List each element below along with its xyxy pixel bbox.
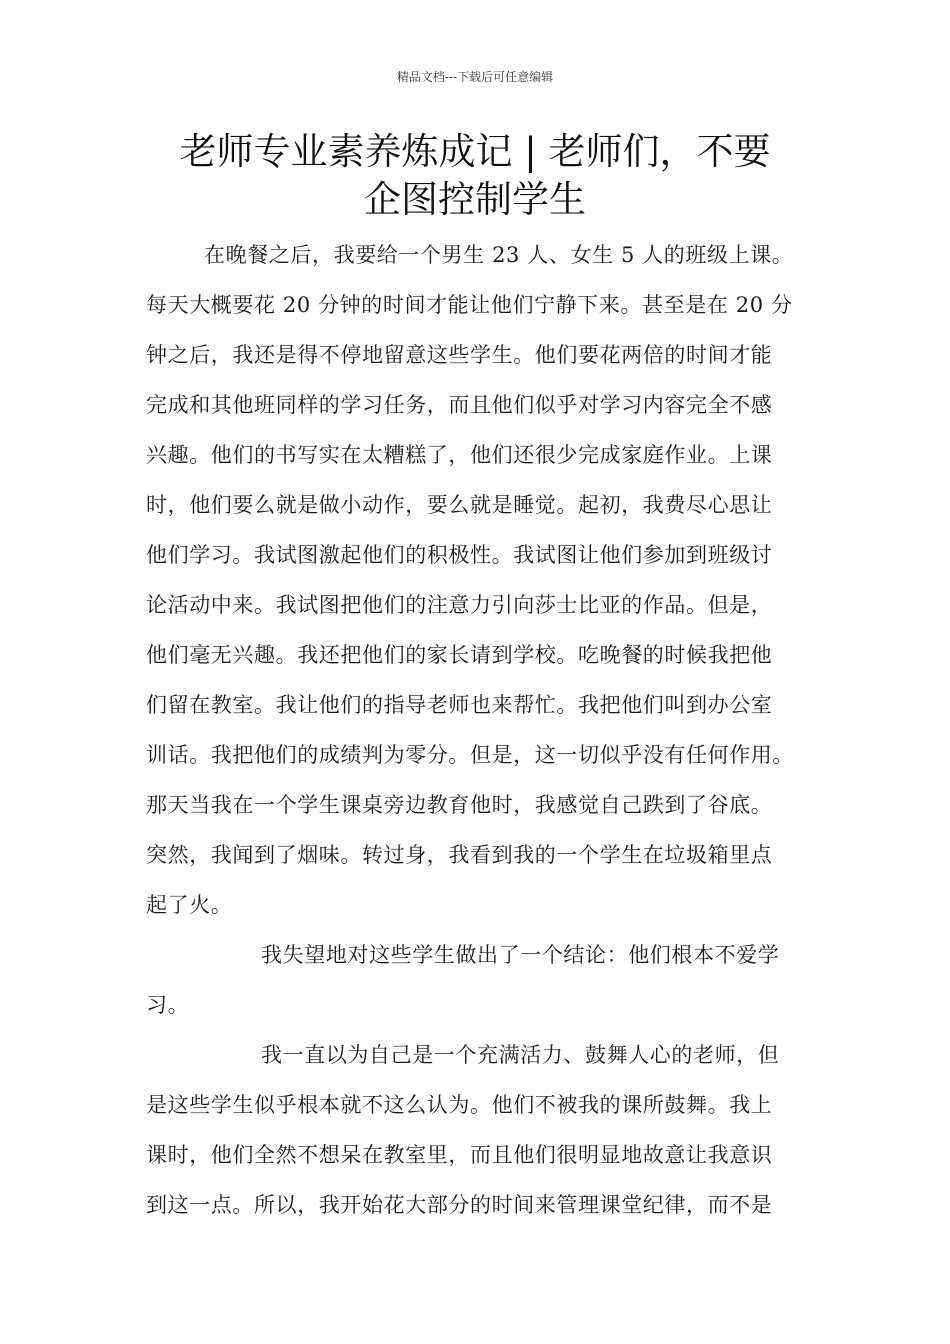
text-line: 突然，我闻到了烟味。转过身，我看到我的一个学生在垃圾箱里点 (146, 843, 773, 867)
text-line: 论活动中来。我试图把他们的注意力引向莎士比亚的作品。但是， (146, 593, 773, 617)
article-title (120, 128, 830, 224)
text-line: 训话。我把他们的成绩判为零分。但是，这一切似乎没有任何作用。 (146, 743, 794, 767)
article-body (146, 230, 836, 1230)
text-line: 是这些学生似乎根本就不这么认为。他们不被我的课所鼓舞。我上 (146, 1093, 773, 1117)
paragraph-1 (146, 230, 836, 930)
title-line: 老师专业素养炼成记 | 老师们，不要 (179, 130, 771, 173)
text-line: 到这一点。所以，我开始花大部分的时间来管理课堂纪律，而不是 (146, 1193, 773, 1217)
text-line: 起了火。 (146, 893, 233, 917)
title-line: 企图控制学生 (364, 178, 586, 221)
text-line: 课时，他们全然不想呆在教室里，而且他们很明显地故意让我意识 (146, 1143, 773, 1167)
text-line: 时，他们要么就是做小动作，要么就是睡觉。起初，我费尽心思让 (146, 493, 773, 517)
text-line: 我一直以为自己是一个充满活力、鼓舞人心的老师，但 (261, 1043, 780, 1067)
text-line: 钟之后，我还是得不停地留意这些学生。他们要花两倍的时间才能 (146, 343, 773, 367)
text-line: 们留在教室。我让他们的指导老师也来帮忙。我把他们叫到办公室 (146, 693, 773, 717)
text-line: 兴趣。他们的书写实在太糟糕了，他们还很少完成家庭作业。上课 (146, 443, 773, 467)
text-line: 他们毫无兴趣。我还把他们的家长请到学校。吃晚餐的时候我把他 (146, 643, 773, 667)
paragraph-2 (146, 930, 836, 1030)
text-line: 完成和其他班同样的学习任务，而且他们似乎对学习内容完全不感 (146, 393, 773, 417)
text-line: 习。 (146, 993, 190, 1017)
text-line: 每天大概要花 20 分钟的时间才能让他们宁静下来。甚至是在 20 分 (146, 293, 793, 317)
text-line: 我失望地对这些学生做出了一个结论：他们根本不爱学 (261, 943, 780, 967)
header-note: 精品文档---下载后可任意编辑 (396, 70, 554, 84)
text-line: 他们学习。我试图激起他们的积极性。我试图让他们参加到班级讨 (146, 543, 773, 567)
text-line: 在晚餐之后，我要给一个男生 23 人、女生 5 人的班级上课。 (204, 243, 794, 267)
text-line: 那天当我在一个学生课桌旁边教育他时，我感觉自己跌到了谷底。 (146, 793, 773, 817)
paragraph-3 (146, 1030, 836, 1230)
